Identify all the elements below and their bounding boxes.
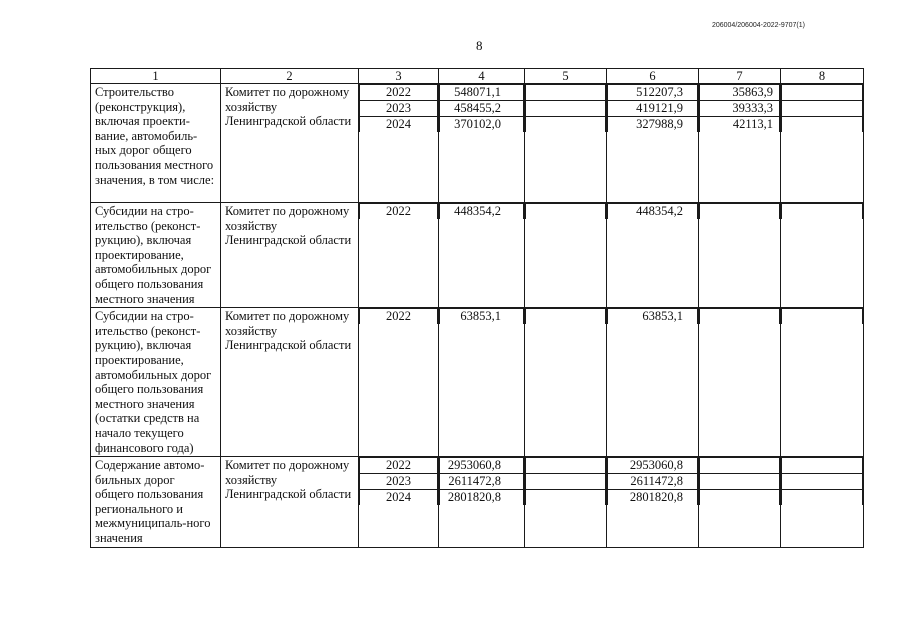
column-header: 8 <box>781 69 864 84</box>
local-cell <box>700 309 780 325</box>
year-subtable <box>699 203 780 219</box>
regional-cell-column <box>607 308 699 457</box>
federal-cell-column <box>525 84 607 203</box>
total-cell-column <box>439 457 525 548</box>
table-body <box>91 69 864 548</box>
federal-cell <box>526 204 606 220</box>
year-subtable <box>699 457 780 505</box>
total-cell: 63853,1 <box>440 309 524 325</box>
year-subrow <box>440 490 524 506</box>
regional-cell: 512207,3 <box>608 85 698 101</box>
year-subtable <box>359 203 438 219</box>
column-header-row <box>91 69 864 84</box>
year-subrow <box>440 101 524 117</box>
year-subrow <box>360 204 438 220</box>
year-cell: 2022 <box>360 85 438 101</box>
document-id: 206004/206004-2022-9707(1) <box>711 22 805 29</box>
federal-cell <box>526 117 606 133</box>
local-cell <box>700 490 780 506</box>
regional-cell: 327988,9 <box>608 117 698 133</box>
regional-cell: 2611472,8 <box>608 474 698 490</box>
federal-cell <box>526 309 606 325</box>
year-cell: 2022 <box>360 204 438 220</box>
federal-cell <box>526 458 606 474</box>
year-subrow <box>700 474 780 490</box>
year-subtable <box>359 308 438 324</box>
year-subtable <box>781 308 863 324</box>
federal-cell <box>526 85 606 101</box>
other-cell-column <box>781 84 864 203</box>
year-subtable <box>525 203 606 219</box>
year-subtable <box>607 308 698 324</box>
other-cell <box>782 474 863 490</box>
regional-cell-column <box>607 203 699 308</box>
year-cell: 2024 <box>360 117 438 133</box>
other-cell <box>782 309 863 325</box>
year-subrow <box>608 85 698 101</box>
local-cell: 42113,1 <box>700 117 780 133</box>
year-subrow <box>360 309 438 325</box>
year-subrow <box>782 85 863 101</box>
organization-cell: Комитет по дорожному хозяйству Ленинградской области <box>221 203 359 308</box>
page-number: 8 <box>476 38 483 53</box>
column-header: 5 <box>525 69 607 84</box>
year-cell: 2022 <box>360 309 438 325</box>
other-cell <box>782 117 863 133</box>
total-cell: 458455,2 <box>440 101 524 117</box>
year-subrow <box>526 309 606 325</box>
year-subrow <box>700 85 780 101</box>
table-row <box>91 203 864 308</box>
organization-cell: Комитет по дорожному хозяйству Ленинградской области <box>221 308 359 457</box>
total-cell: 370102,0 <box>440 117 524 133</box>
regional-cell: 419121,9 <box>608 101 698 117</box>
federal-cell-column <box>525 308 607 457</box>
year-subtable <box>525 84 606 132</box>
year-subtable <box>525 308 606 324</box>
year-cell-column <box>359 457 439 548</box>
other-cell-column <box>781 457 864 548</box>
year-subrow <box>782 204 863 220</box>
other-cell-column <box>781 203 864 308</box>
year-subrow <box>360 474 438 490</box>
year-subtable <box>525 457 606 505</box>
year-subrow <box>608 458 698 474</box>
column-header: 1 <box>91 69 221 84</box>
year-subrow <box>440 309 524 325</box>
year-subtable <box>439 84 524 132</box>
local-cell-column <box>699 457 781 548</box>
year-subrow <box>440 85 524 101</box>
item-name-cell: Строительство (реконструкция), включая проекти-вание, автомобиль-ных дорог общего пользования местного значения, в том числе: <box>91 84 221 203</box>
other-cell <box>782 204 863 220</box>
year-subrow <box>608 101 698 117</box>
year-subrow <box>782 490 863 506</box>
organization-cell: Комитет по дорожному хозяйству Ленинградской области <box>221 84 359 203</box>
year-cell-column <box>359 84 439 203</box>
year-subrow <box>608 309 698 325</box>
year-subrow <box>360 85 438 101</box>
year-subtable <box>359 457 438 505</box>
total-cell: 2611472,8 <box>440 474 524 490</box>
year-subtable <box>699 308 780 324</box>
regional-cell: 2953060,8 <box>608 458 698 474</box>
federal-cell-column <box>525 457 607 548</box>
year-subrow <box>526 85 606 101</box>
year-subrow <box>440 204 524 220</box>
year-subrow <box>700 309 780 325</box>
year-subrow <box>700 490 780 506</box>
total-cell-column <box>439 308 525 457</box>
year-subrow <box>782 101 863 117</box>
column-header: 2 <box>221 69 359 84</box>
total-cell: 2953060,8 <box>440 458 524 474</box>
budget-table <box>90 68 864 548</box>
year-subrow <box>700 458 780 474</box>
table-row <box>91 308 864 457</box>
year-subtable <box>607 457 698 505</box>
column-header: 7 <box>699 69 781 84</box>
year-subrow <box>360 117 438 133</box>
column-header: 6 <box>607 69 699 84</box>
other-cell <box>782 458 863 474</box>
federal-cell <box>526 474 606 490</box>
year-cell: 2022 <box>360 458 438 474</box>
year-subtable <box>781 457 863 505</box>
total-cell-column <box>439 203 525 308</box>
year-subtable <box>439 457 524 505</box>
year-subtable <box>439 203 524 219</box>
total-cell: 448354,2 <box>440 204 524 220</box>
column-header: 4 <box>439 69 525 84</box>
year-subrow <box>360 101 438 117</box>
year-cell: 2023 <box>360 474 438 490</box>
regional-cell: 63853,1 <box>608 309 698 325</box>
total-cell-column <box>439 84 525 203</box>
federal-cell <box>526 490 606 506</box>
other-cell <box>782 101 863 117</box>
year-subrow <box>526 204 606 220</box>
year-cell-column <box>359 308 439 457</box>
year-subrow <box>526 458 606 474</box>
year-subrow <box>700 101 780 117</box>
local-cell-column <box>699 308 781 457</box>
year-subrow <box>440 474 524 490</box>
year-subrow <box>782 474 863 490</box>
year-subrow <box>440 458 524 474</box>
total-cell: 2801820,8 <box>440 490 524 506</box>
local-cell <box>700 458 780 474</box>
year-subtable <box>607 203 698 219</box>
year-subrow <box>700 117 780 133</box>
other-cell <box>782 85 863 101</box>
local-cell <box>700 474 780 490</box>
year-cell: 2023 <box>360 101 438 117</box>
year-subrow <box>440 117 524 133</box>
other-cell <box>782 490 863 506</box>
year-subrow <box>526 474 606 490</box>
column-header: 3 <box>359 69 439 84</box>
other-cell-column <box>781 308 864 457</box>
item-name-cell: Субсидии на стро-ительство (реконст-рукцию), включая проектирование, автомобильных дорог общего пользования местного значения <box>91 203 221 308</box>
federal-cell-column <box>525 203 607 308</box>
year-subrow <box>782 117 863 133</box>
regional-cell: 448354,2 <box>608 204 698 220</box>
year-subtable <box>699 84 780 132</box>
regional-cell-column <box>607 457 699 548</box>
year-subrow <box>526 490 606 506</box>
year-subtable <box>607 84 698 132</box>
federal-cell <box>526 101 606 117</box>
local-cell-column <box>699 203 781 308</box>
year-subrow <box>608 490 698 506</box>
local-cell-column <box>699 84 781 203</box>
table-row <box>91 84 864 203</box>
year-subrow <box>526 117 606 133</box>
year-subrow <box>608 117 698 133</box>
year-subrow <box>608 474 698 490</box>
year-subtable <box>439 308 524 324</box>
regional-cell-column <box>607 84 699 203</box>
year-subrow <box>526 101 606 117</box>
year-subtable <box>781 203 863 219</box>
year-cell: 2024 <box>360 490 438 506</box>
regional-cell: 2801820,8 <box>608 490 698 506</box>
year-subtable <box>359 84 438 132</box>
year-subrow <box>360 458 438 474</box>
local-cell: 35863,9 <box>700 85 780 101</box>
year-subrow <box>700 204 780 220</box>
item-name-cell: Субсидии на стро-ительство (реконст-рукцию), включая проектирование, автомобильных дорог общего пользования местного значения (остатки средств на начало текущего финансового года) <box>91 308 221 457</box>
item-name-cell: Содержание автомо-бильных дорог общего пользования регионального и межмуниципаль-ного значения <box>91 457 221 548</box>
year-cell-column <box>359 203 439 308</box>
table-row <box>91 457 864 548</box>
year-subrow <box>608 204 698 220</box>
year-subrow <box>782 458 863 474</box>
year-subrow <box>782 309 863 325</box>
year-subrow <box>360 490 438 506</box>
organization-cell: Комитет по дорожному хозяйству Ленинградской области <box>221 457 359 548</box>
total-cell: 548071,1 <box>440 85 524 101</box>
local-cell <box>700 204 780 220</box>
year-subtable <box>781 84 863 132</box>
local-cell: 39333,3 <box>700 101 780 117</box>
